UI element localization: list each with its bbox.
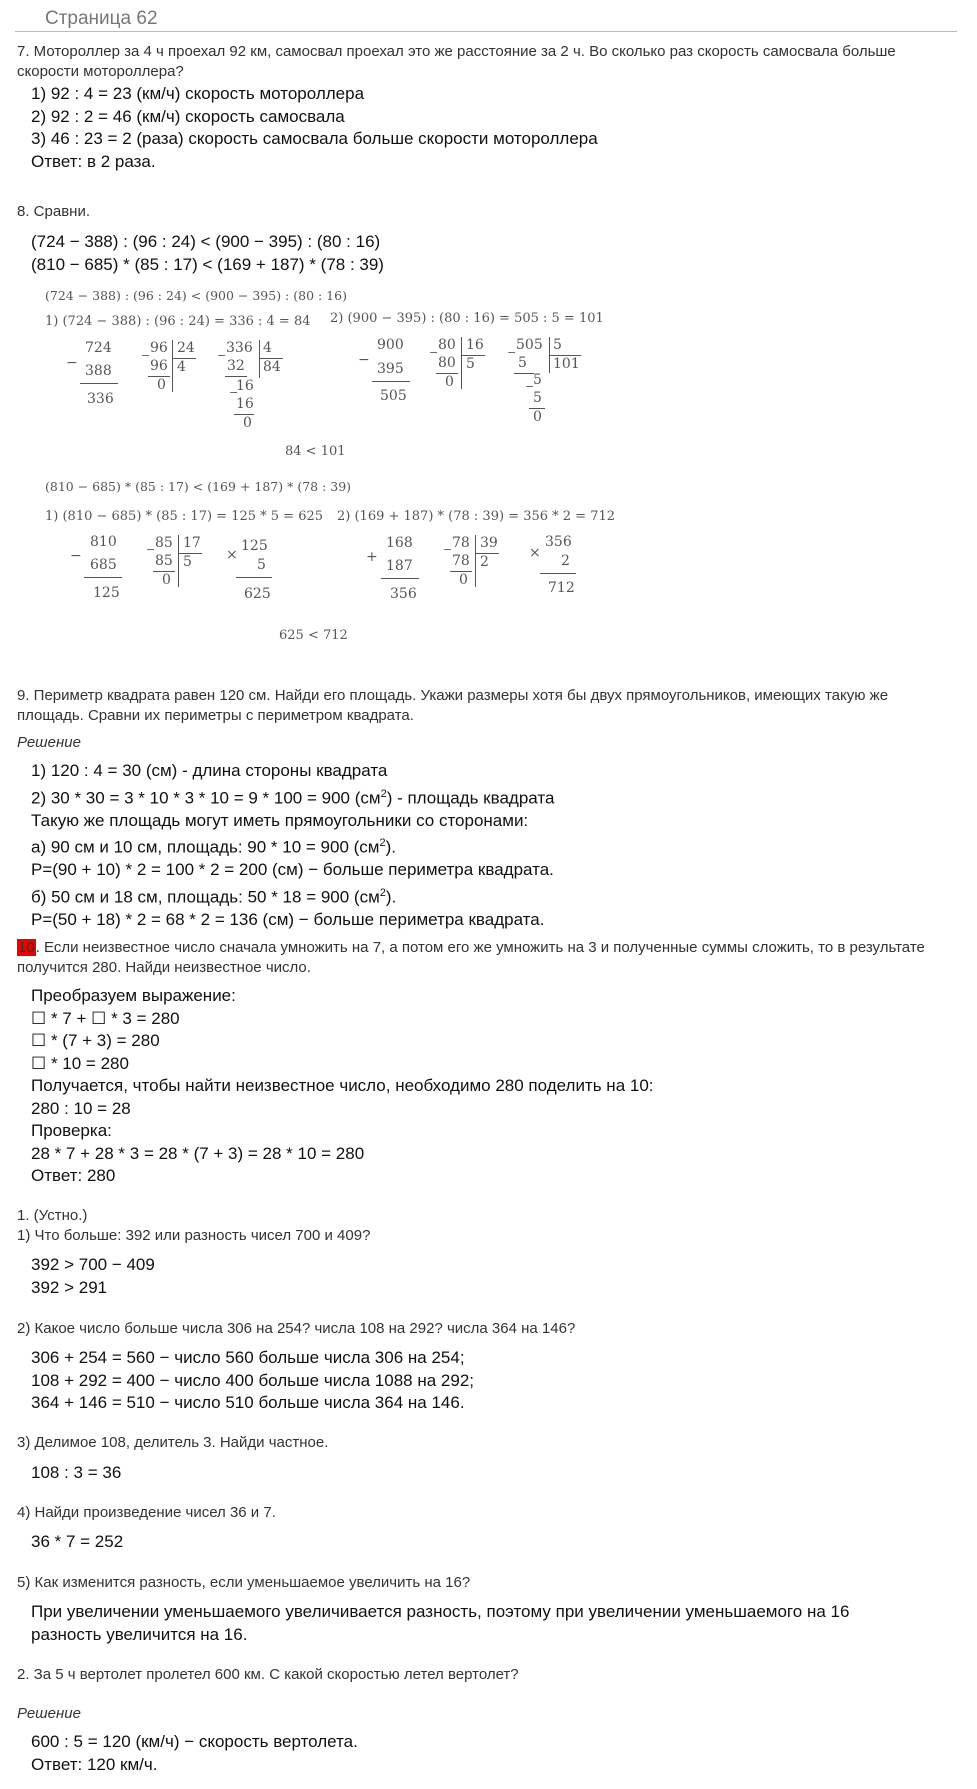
hw-number: 187 xyxy=(386,558,413,574)
oral-q3: 3) Делимое 108, делитель 3. Найди частное. xyxy=(17,1434,329,1451)
superscript: 2 xyxy=(379,886,386,899)
task8-answer xyxy=(31,231,384,276)
hw-number: 84 xyxy=(263,359,281,375)
hw-number: 16 xyxy=(466,337,484,353)
hw-step: 2) (900 − 395) : (80 : 16) = 505 : 5 = 101 xyxy=(330,311,604,326)
answer-line: 1) 120 : 4 = 30 (см) - длина стороны квадрата xyxy=(31,761,388,780)
hw-number: 0 xyxy=(445,374,454,390)
answer-line: разность увеличится на 16. xyxy=(31,1624,248,1644)
hw-number: 4 xyxy=(177,359,186,375)
answer-line: При увеличении уменьшаемого увеличивается разность, поэтому при увеличении уменьшаемого на 16 xyxy=(31,1602,850,1621)
answer-text: ). xyxy=(385,887,397,907)
hw-sign: − xyxy=(358,352,370,368)
hw-number: 5 xyxy=(257,557,266,573)
hw-sign: − xyxy=(66,355,78,371)
answer-text: б) 50 см и 18 см, площадь: 50 * 18 = 900 (см xyxy=(31,887,380,907)
answer-text: ). xyxy=(385,837,397,857)
hw-number: 96 xyxy=(150,340,168,356)
hw-line xyxy=(80,383,118,384)
hw-number: 810 xyxy=(90,534,117,550)
hw-sign: − xyxy=(141,349,151,362)
hw-sign: − xyxy=(229,386,239,399)
hw-line xyxy=(372,381,410,382)
oral-heading: 1. (Устно.) xyxy=(17,1207,88,1224)
page-title: Страница 62 xyxy=(45,8,158,29)
answer-line: Получается, чтобы найти неизвестное число, необходимо 280 поделить на 10: xyxy=(31,1076,654,1095)
hw-number: 336 xyxy=(226,340,253,356)
task8-question: 8. Сравни. xyxy=(17,203,90,220)
task7-question: 7. Мотороллер за 4 ч проехал 92 км, самосвал проехал это же расстояние за 2 ч. Во сколько раз скорость самосвала больше скорости мотороллера? xyxy=(17,43,896,80)
solution-label: Решение xyxy=(17,734,81,751)
hw-number: 16 xyxy=(236,396,254,412)
hw-number: 78 xyxy=(452,535,470,551)
answer-line: 392 > 700 − 409 xyxy=(31,1255,155,1274)
hw-number: 336 xyxy=(87,391,114,407)
answer-line: 2) 92 : 2 = 46 (км/ч) скорость самосвала xyxy=(31,106,345,126)
hw-number: 17 xyxy=(183,535,201,551)
answer-line: 3) 46 : 23 = 2 (раза) скорость самосвала больше скорости мотороллера xyxy=(31,129,598,148)
hw-line xyxy=(540,573,576,574)
answer-line: ☐ * 7 + ☐ * 3 = 280 xyxy=(31,1008,180,1028)
hw-header: (724 − 388) : (96 : 24) < (900 − 395) : (80 : 16) xyxy=(45,288,347,303)
task2-answer xyxy=(31,1731,358,1776)
hw-step: 1) (810 − 685) * (85 : 17) = 125 * 5 = 625 xyxy=(45,509,324,524)
answer-line: 108 + 292 = 400 − число 400 больше числа 1088 на 292; xyxy=(31,1370,474,1390)
hw-div-bar xyxy=(172,340,173,392)
answer-line: 600 : 5 = 120 (км/ч) − скорость вертолета. xyxy=(31,1732,358,1751)
answer-line xyxy=(31,832,554,859)
oral-a2 xyxy=(31,1347,474,1415)
hw-sign: − xyxy=(429,346,439,359)
answer-line: ☐ * (7 + 3) = 280 xyxy=(31,1031,160,1050)
hw-sign: − xyxy=(525,380,535,393)
hw-number: 5 xyxy=(533,372,542,388)
hw-number: 5 xyxy=(518,355,527,371)
hw-sign: × xyxy=(529,545,541,561)
hw-number: 24 xyxy=(177,340,195,356)
answer-text: а) 90 см и 10 см, площадь: 90 * 10 = 900 (см xyxy=(31,837,380,857)
hw-number: 685 xyxy=(90,557,117,573)
answer-line: P=(90 + 10) * 2 = 100 * 2 = 200 (см) − больше периметра квадрата. xyxy=(31,860,554,880)
hw-sign: − xyxy=(146,543,156,556)
answer-line: (724 − 388) : (96 : 24) < (900 − 395) : (80 : 16) xyxy=(31,232,381,251)
oral-a5 xyxy=(31,1601,849,1646)
hw-number: 5 xyxy=(466,356,475,372)
answer-line: 280 : 10 = 28 xyxy=(31,1098,131,1118)
task9-answer xyxy=(31,760,554,931)
hw-number: 5 xyxy=(533,390,542,406)
question-text: . Если неизвестное число сначала умножить на 7, а потом его же умножить на 3 и полученные суммы сложить, то в результате получится 280. Найди неизвестное число. xyxy=(17,939,925,976)
oral-q5: 5) Как изменится разность, если уменьшаемое увеличить на 16? xyxy=(17,1574,471,1591)
answer-line: 28 * 7 + 28 * 3 = 28 * (7 + 3) = 28 * 10 = 280 xyxy=(31,1143,365,1163)
hw-sign: − xyxy=(70,548,82,564)
hw-number: 85 xyxy=(155,535,173,551)
hw-number: 505 xyxy=(380,388,407,404)
hw-number: 356 xyxy=(390,586,417,602)
superscript: 2 xyxy=(380,787,387,800)
hw-sign: − xyxy=(217,349,227,362)
hw-number: 101 xyxy=(553,356,580,372)
solution-label: Решение xyxy=(17,1705,81,1722)
hw-number: 2 xyxy=(480,554,489,570)
oral-q2: 2) Какое число больше числа 306 на 254? числа 108 на 292? числа 364 на 146? xyxy=(17,1320,576,1337)
hw-sign: × xyxy=(226,547,238,563)
hw-compare: 625 < 712 xyxy=(279,628,348,643)
hw-number: 0 xyxy=(243,415,252,431)
hw-number: 0 xyxy=(162,572,171,588)
hw-div-bar xyxy=(461,337,462,389)
hw-line xyxy=(236,577,272,578)
answer-line xyxy=(31,783,554,810)
hw-line xyxy=(84,577,122,578)
hw-step: 2) (169 + 187) * (78 : 39) = 356 * 2 = 712 xyxy=(337,509,616,524)
answer-line xyxy=(31,882,554,909)
hw-step: 1) (724 − 388) : (96 : 24) = 336 : 4 = 84 xyxy=(45,314,311,329)
answer-line: Проверка: xyxy=(31,1121,112,1140)
hw-number: 395 xyxy=(377,361,404,377)
oral-q4: 4) Найди произведение чисел 36 и 7. xyxy=(17,1504,276,1521)
hw-number: 168 xyxy=(386,535,413,551)
hw-number: 5 xyxy=(183,554,192,570)
hw-sign: − xyxy=(507,346,517,359)
hw-number: 125 xyxy=(241,538,268,554)
superscript: 2 xyxy=(379,837,386,850)
hw-compare: 84 < 101 xyxy=(285,444,346,459)
answer-line: Ответ: 280 xyxy=(31,1166,116,1185)
hw-number: 125 xyxy=(93,585,120,601)
hw-number: 80 xyxy=(438,337,456,353)
hw-number: 80 xyxy=(438,355,456,371)
task9-question: 9. Периметр квадрата равен 120 см. Найди его площадь. Укажи размеры хотя бы двух прямоугольников, имеющих такую же площадь. Сравни их периметры с периметром квадрата. xyxy=(17,687,889,724)
hw-number: 0 xyxy=(459,572,468,588)
hw-number: 39 xyxy=(480,535,498,551)
answer-line: 108 : 3 = 36 xyxy=(31,1463,122,1482)
answer-line: 306 + 254 = 560 − число 560 больше числа 306 на 254; xyxy=(31,1348,465,1367)
hw-sign: + xyxy=(366,549,378,565)
answer-line: (810 − 685) * (85 : 17) < (169 + 187) * (78 : 39) xyxy=(31,254,384,274)
answer-text: 2) 30 * 30 = 3 * 10 * 3 * 10 = 9 * 100 = 900 (см xyxy=(31,788,381,808)
answer-line: 364 + 146 = 510 − число 510 больше числа 364 на 146. xyxy=(31,1393,465,1412)
answer-line: Ответ: 120 км/ч. xyxy=(31,1754,158,1774)
hw-div-bar xyxy=(475,535,476,587)
hw-number: 78 xyxy=(452,553,470,569)
hw-line xyxy=(514,373,534,374)
oral-a4 xyxy=(31,1531,123,1554)
hw-number: 85 xyxy=(155,553,173,569)
hw-line xyxy=(381,578,419,579)
oral-q1: 1) Что больше: 392 или разность чисел 700 и 409? xyxy=(17,1227,371,1244)
task10-question xyxy=(17,938,957,978)
hw-number: 5 xyxy=(553,337,562,353)
hw-number: 16 xyxy=(236,378,254,394)
answer-line: 392 > 291 xyxy=(31,1277,108,1297)
title-divider xyxy=(15,31,957,32)
hw-number: 2 xyxy=(561,553,570,569)
hw-header: (810 − 685) * (85 : 17) < (169 + 187) * (78 : 39) xyxy=(45,479,352,494)
hw-sign: − xyxy=(443,543,453,556)
answer-line: P=(50 + 18) * 2 = 68 * 2 = 136 (см) − больше периметра квадрата. xyxy=(31,909,545,929)
hw-number: 32 xyxy=(227,358,245,374)
hw-number: 724 xyxy=(85,340,112,356)
answer-line: 36 * 7 = 252 xyxy=(31,1532,124,1551)
hw-div-bar xyxy=(259,340,260,378)
answer-text: ) - площадь квадрата xyxy=(386,788,555,808)
hw-number: 625 xyxy=(244,586,271,602)
answer-line: ☐ * 10 = 280 xyxy=(31,1053,129,1073)
answer-line: 1) 92 : 4 = 23 (км/ч) скорость мотороллера xyxy=(31,84,365,103)
hw-line xyxy=(225,376,247,377)
hw-number: 0 xyxy=(157,377,166,393)
hw-number: 96 xyxy=(150,358,168,374)
oral-a1 xyxy=(31,1254,155,1299)
answer-line: Преобразуем выражение: xyxy=(31,986,236,1005)
hw-div-bar xyxy=(178,535,179,587)
hw-number: 900 xyxy=(377,337,404,353)
hw-number: 0 xyxy=(533,409,542,425)
task7-answer xyxy=(31,83,598,173)
task10-answer xyxy=(31,985,654,1188)
hw-number: 712 xyxy=(548,580,575,596)
task2-question: 2. За 5 ч вертолет пролетел 600 км. С какой скоростью летел вертолет? xyxy=(17,1666,519,1683)
answer-line: Ответ: в 2 раза. xyxy=(31,151,156,171)
answer-line: Такую же площадь могут иметь прямоугольники со сторонами: xyxy=(31,810,529,830)
hw-number: 356 xyxy=(545,534,572,550)
hw-number: 4 xyxy=(263,340,272,356)
hw-number: 388 xyxy=(85,363,112,379)
task-number-highlight: 10 xyxy=(18,939,35,956)
oral-a3 xyxy=(31,1462,121,1485)
hw-number: 505 xyxy=(516,337,543,353)
